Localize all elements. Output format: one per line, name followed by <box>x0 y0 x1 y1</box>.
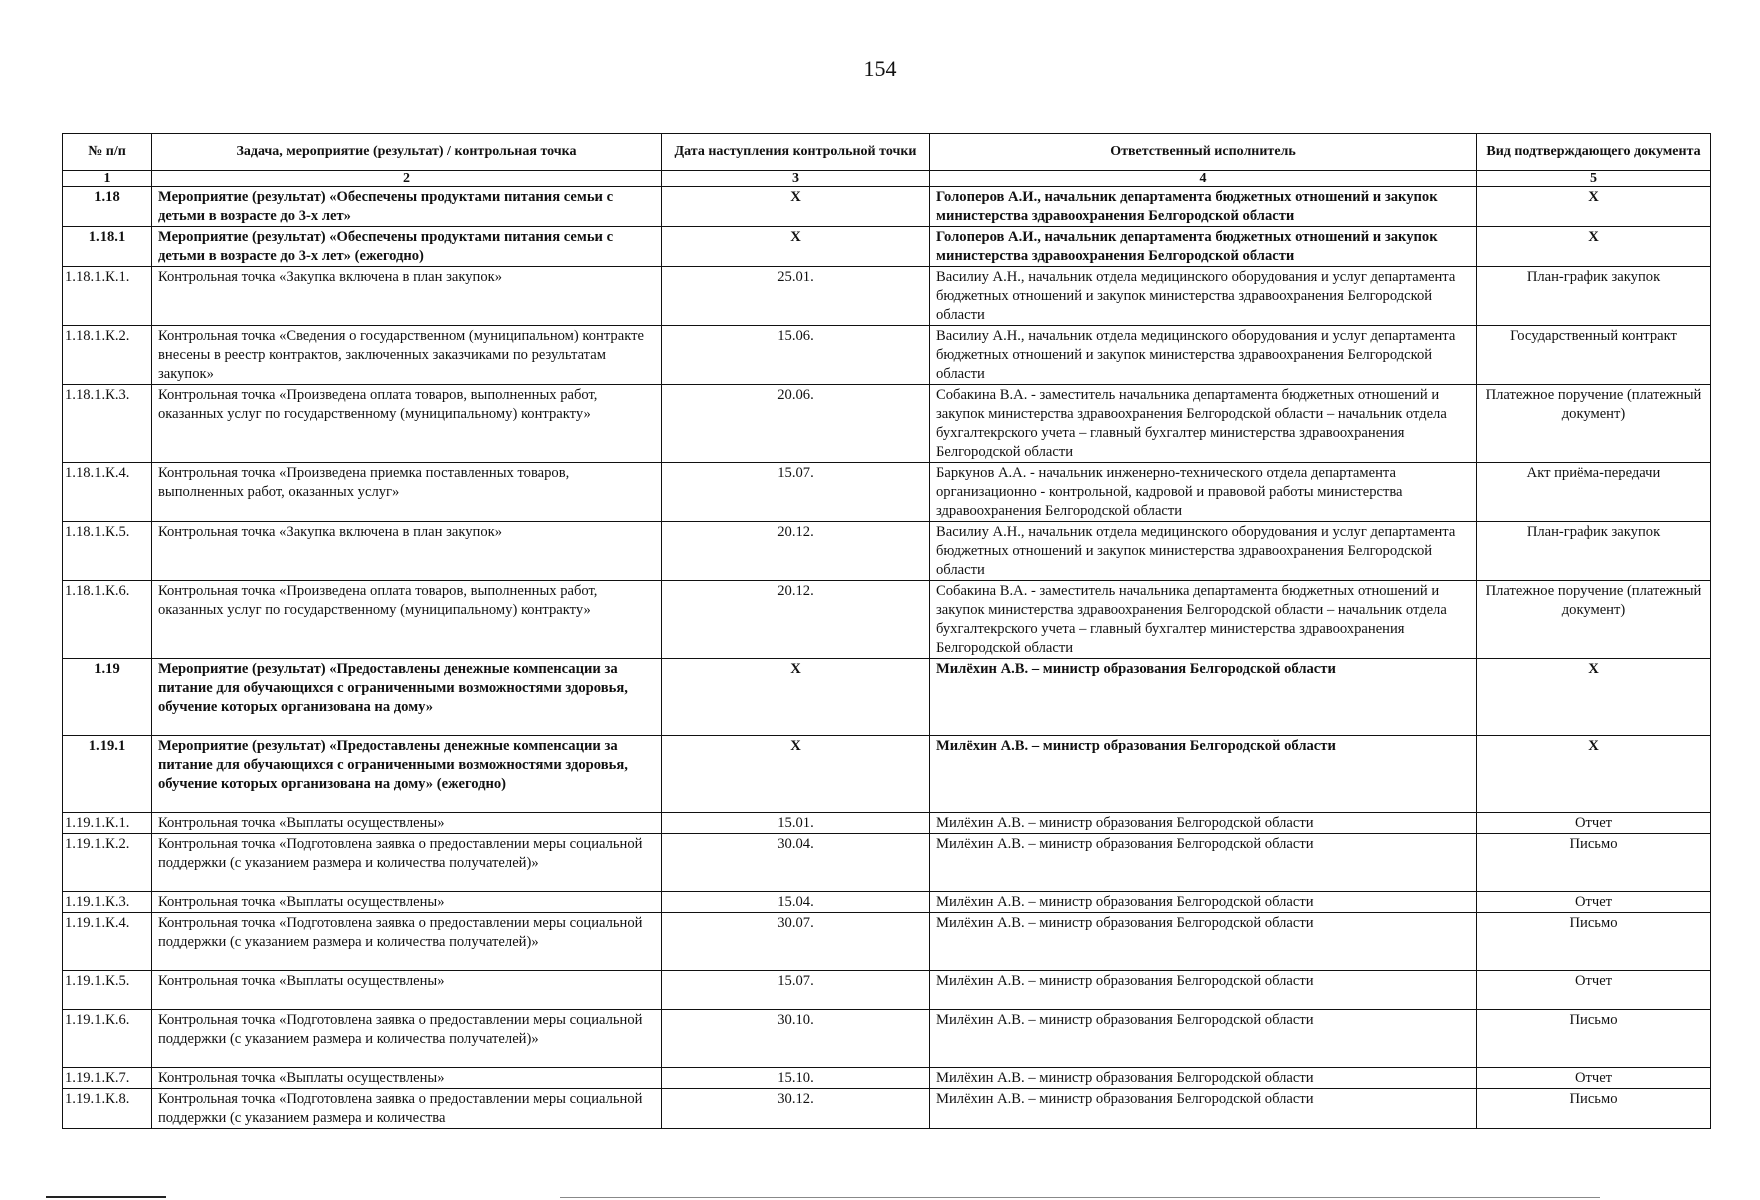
row-task: Мероприятие (результат) «Обеспечены продуктами питания семьи с детьми в возрасте до 3-х лет» <box>152 187 662 227</box>
row-responsible: Милёхин А.В. – министр образования Белгородской области <box>930 736 1477 813</box>
row-responsible: Милёхин А.В. – министр образования Белгородской области <box>930 659 1477 736</box>
table-row <box>63 659 1711 736</box>
row-date: 20.06. <box>662 385 930 463</box>
row-responsible: Собакина В.А. - заместитель начальника департамента бюджетных отношений и закупок министерства здравоохранения Белгородской области – начальник отдела бухгалтекрского учета – главный бухгалтер министерства здравоохранения Белгородской области <box>930 385 1477 463</box>
table-row <box>63 913 1711 971</box>
header-date: Дата наступления контрольной точки <box>662 134 930 171</box>
row-date: 15.07. <box>662 971 930 1010</box>
row-document: Платежное поручение (платежный документ) <box>1477 385 1711 463</box>
row-responsible: Милёхин А.В. – министр образования Белгородской области <box>930 971 1477 1010</box>
row-responsible: Милёхин А.В. – министр образования Белгородской области <box>930 892 1477 913</box>
row-date: 30.07. <box>662 913 930 971</box>
row-responsible: Василиу А.Н., начальник отдела медицинского оборудования и услуг департамента бюджетных отношений и закупок министерства здравоохранения Белгородской области <box>930 326 1477 385</box>
table-row <box>63 813 1711 834</box>
row-responsible: Милёхин А.В. – министр образования Белгородской области <box>930 913 1477 971</box>
column-number: 5 <box>1477 171 1711 187</box>
row-date: Х <box>662 187 930 227</box>
row-document: Отчет <box>1477 1068 1711 1089</box>
row-number: 1.19 <box>63 659 152 736</box>
row-number: 1.18 <box>63 187 152 227</box>
row-task: Мероприятие (результат) «Предоставлены денежные компенсации за питание для обучающихся с ограниченными возможностями здоровья, обучение которых организована на дому» (ежегодно) <box>152 736 662 813</box>
row-task: Контрольная точка «Произведена оплата товаров, выполненных работ, оказанных услуг по государственному (муниципальному) контракту» <box>152 385 662 463</box>
row-document: Х <box>1477 736 1711 813</box>
row-responsible: Милёхин А.В. – министр образования Белгородской области <box>930 813 1477 834</box>
row-number: 1.18.1.К.1. <box>63 267 152 326</box>
row-number: 1.19.1.К.6. <box>63 1010 152 1068</box>
table-row <box>63 463 1711 522</box>
row-document: План-график закупок <box>1477 267 1711 326</box>
row-document: Письмо <box>1477 834 1711 892</box>
row-task: Контрольная точка «Выплаты осуществлены» <box>152 813 662 834</box>
table-row <box>63 971 1711 1010</box>
column-number-row <box>63 171 1711 187</box>
table-row <box>63 267 1711 326</box>
row-number: 1.19.1.К.1. <box>63 813 152 834</box>
row-task: Контрольная точка «Подготовлена заявка о предоставлении меры социальной поддержки (с указанием размера и количества получателей)» <box>152 913 662 971</box>
page-number: 154 <box>863 56 897 81</box>
row-number: 1.19.1 <box>63 736 152 813</box>
row-date: 20.12. <box>662 581 930 659</box>
row-responsible: Милёхин А.В. – министр образования Белгородской области <box>930 834 1477 892</box>
table-row <box>63 522 1711 581</box>
column-number: 4 <box>930 171 1477 187</box>
row-date: 15.01. <box>662 813 930 834</box>
bottom-scan-line <box>560 1197 1600 1198</box>
row-document: Письмо <box>1477 1010 1711 1068</box>
row-responsible: Баркунов А.А. - начальник инженерно-технического отдела департамента организационно - контрольной, кадровой и правовой работы министерства здравоохранения Белгородской области <box>930 463 1477 522</box>
table-row <box>63 187 1711 227</box>
row-responsible: Милёхин А.В. – министр образования Белгородской области <box>930 1068 1477 1089</box>
header-task: Задача, мероприятие (результат) / контрольная точка <box>152 134 662 171</box>
row-number: 1.19.1.К.5. <box>63 971 152 1010</box>
table-row <box>63 326 1711 385</box>
row-task: Мероприятие (результат) «Предоставлены денежные компенсации за питание для обучающихся с ограниченными возможностями здоровья, обучение которых организована на дому» <box>152 659 662 736</box>
row-date: 20.12. <box>662 522 930 581</box>
row-task: Контрольная точка «Произведена приемка поставленных товаров, выполненных работ, оказанных услуг» <box>152 463 662 522</box>
table-row <box>63 227 1711 267</box>
row-task: Контрольная точка «Выплаты осуществлены» <box>152 1068 662 1089</box>
row-document: Отчет <box>1477 813 1711 834</box>
row-responsible: Милёхин А.В. – министр образования Белгородской области <box>930 1089 1477 1129</box>
table-header-row <box>63 134 1711 171</box>
row-number: 1.19.1.К.4. <box>63 913 152 971</box>
row-date: 15.07. <box>662 463 930 522</box>
row-document: Х <box>1477 227 1711 267</box>
row-task: Контрольная точка «Закупка включена в план закупок» <box>152 522 662 581</box>
header-document: Вид подтверждающего документа <box>1477 134 1711 171</box>
column-number: 3 <box>662 171 930 187</box>
table-row <box>63 736 1711 813</box>
table-row <box>63 581 1711 659</box>
row-responsible: Милёхин А.В. – министр образования Белгородской области <box>930 1010 1477 1068</box>
row-date: 15.10. <box>662 1068 930 1089</box>
row-number: 1.19.1.К.3. <box>63 892 152 913</box>
control-points-table <box>62 133 1711 1129</box>
row-document: Платежное поручение (платежный документ) <box>1477 581 1711 659</box>
row-responsible: Василиу А.Н., начальник отдела медицинского оборудования и услуг департамента бюджетных отношений и закупок министерства здравоохранения Белгородской области <box>930 267 1477 326</box>
row-responsible: Голоперов А.И., начальник департамента бюджетных отношений и закупок министерства здравоохранения Белгородской области <box>930 227 1477 267</box>
header-number: № п/п <box>63 134 152 171</box>
row-date: 25.01. <box>662 267 930 326</box>
row-responsible: Собакина В.А. - заместитель начальника департамента бюджетных отношений и закупок министерства здравоохранения Белгородской области – начальник отдела бухгалтекрского учета – главный бухгалтер министерства здравоохранения Белгородской области <box>930 581 1477 659</box>
table-row <box>63 1089 1711 1129</box>
row-number: 1.18.1.К.4. <box>63 463 152 522</box>
row-task: Мероприятие (результат) «Обеспечены продуктами питания семьи с детьми в возрасте до 3-х лет» (ежегодно) <box>152 227 662 267</box>
column-number: 2 <box>152 171 662 187</box>
row-document: Письмо <box>1477 913 1711 971</box>
row-task: Контрольная точка «Выплаты осуществлены» <box>152 971 662 1010</box>
row-number: 1.18.1.К.5. <box>63 522 152 581</box>
table-row <box>63 1068 1711 1089</box>
row-date: 30.12. <box>662 1089 930 1129</box>
row-number: 1.19.1.К.7. <box>63 1068 152 1089</box>
row-date: 30.04. <box>662 834 930 892</box>
row-task: Контрольная точка «Произведена оплата товаров, выполненных работ, оказанных услуг по государственному (муниципальному) контракту» <box>152 581 662 659</box>
row-date: 15.04. <box>662 892 930 913</box>
row-date: 30.10. <box>662 1010 930 1068</box>
row-document: Государственный контракт <box>1477 326 1711 385</box>
table-row <box>63 892 1711 913</box>
row-document: Акт приёма-передачи <box>1477 463 1711 522</box>
row-date: Х <box>662 659 930 736</box>
row-task: Контрольная точка «Подготовлена заявка о предоставлении меры социальной поддержки (с указанием размера и количества получателей)» <box>152 834 662 892</box>
row-task: Контрольная точка «Подготовлена заявка о предоставлении меры социальной поддержки (с указанием размера и количества <box>152 1089 662 1129</box>
row-document: Х <box>1477 187 1711 227</box>
row-document: Письмо <box>1477 1089 1711 1129</box>
row-task: Контрольная точка «Подготовлена заявка о предоставлении меры социальной поддержки (с указанием размера и количества получателей)» <box>152 1010 662 1068</box>
row-date: 15.06. <box>662 326 930 385</box>
row-number: 1.18.1.К.3. <box>63 385 152 463</box>
row-document: Х <box>1477 659 1711 736</box>
row-number: 1.19.1.К.2. <box>63 834 152 892</box>
row-date: Х <box>662 227 930 267</box>
row-task: Контрольная точка «Закупка включена в план закупок» <box>152 267 662 326</box>
row-number: 1.19.1.К.8. <box>63 1089 152 1129</box>
bottom-scan-line <box>46 1196 166 1198</box>
row-number: 1.18.1.К.6. <box>63 581 152 659</box>
row-document: План-график закупок <box>1477 522 1711 581</box>
row-task: Контрольная точка «Выплаты осуществлены» <box>152 892 662 913</box>
row-date: Х <box>662 736 930 813</box>
row-responsible: Голоперов А.И., начальник департамента бюджетных отношений и закупок министерства здравоохранения Белгородской области <box>930 187 1477 227</box>
row-number: 1.18.1 <box>63 227 152 267</box>
column-number: 1 <box>63 171 152 187</box>
table-row <box>63 385 1711 463</box>
header-responsible: Ответственный исполнитель <box>930 134 1477 171</box>
row-document: Отчет <box>1477 892 1711 913</box>
table-row <box>63 834 1711 892</box>
row-task: Контрольная точка «Сведения о государственном (муниципальном) контракте внесены в реестр контрактов, заключенных заказчиками по результатам закупок» <box>152 326 662 385</box>
row-number: 1.18.1.К.2. <box>63 326 152 385</box>
row-responsible: Василиу А.Н., начальник отдела медицинского оборудования и услуг департамента бюджетных отношений и закупок министерства здравоохранения Белгородской области <box>930 522 1477 581</box>
table-row <box>63 1010 1711 1068</box>
row-document: Отчет <box>1477 971 1711 1010</box>
